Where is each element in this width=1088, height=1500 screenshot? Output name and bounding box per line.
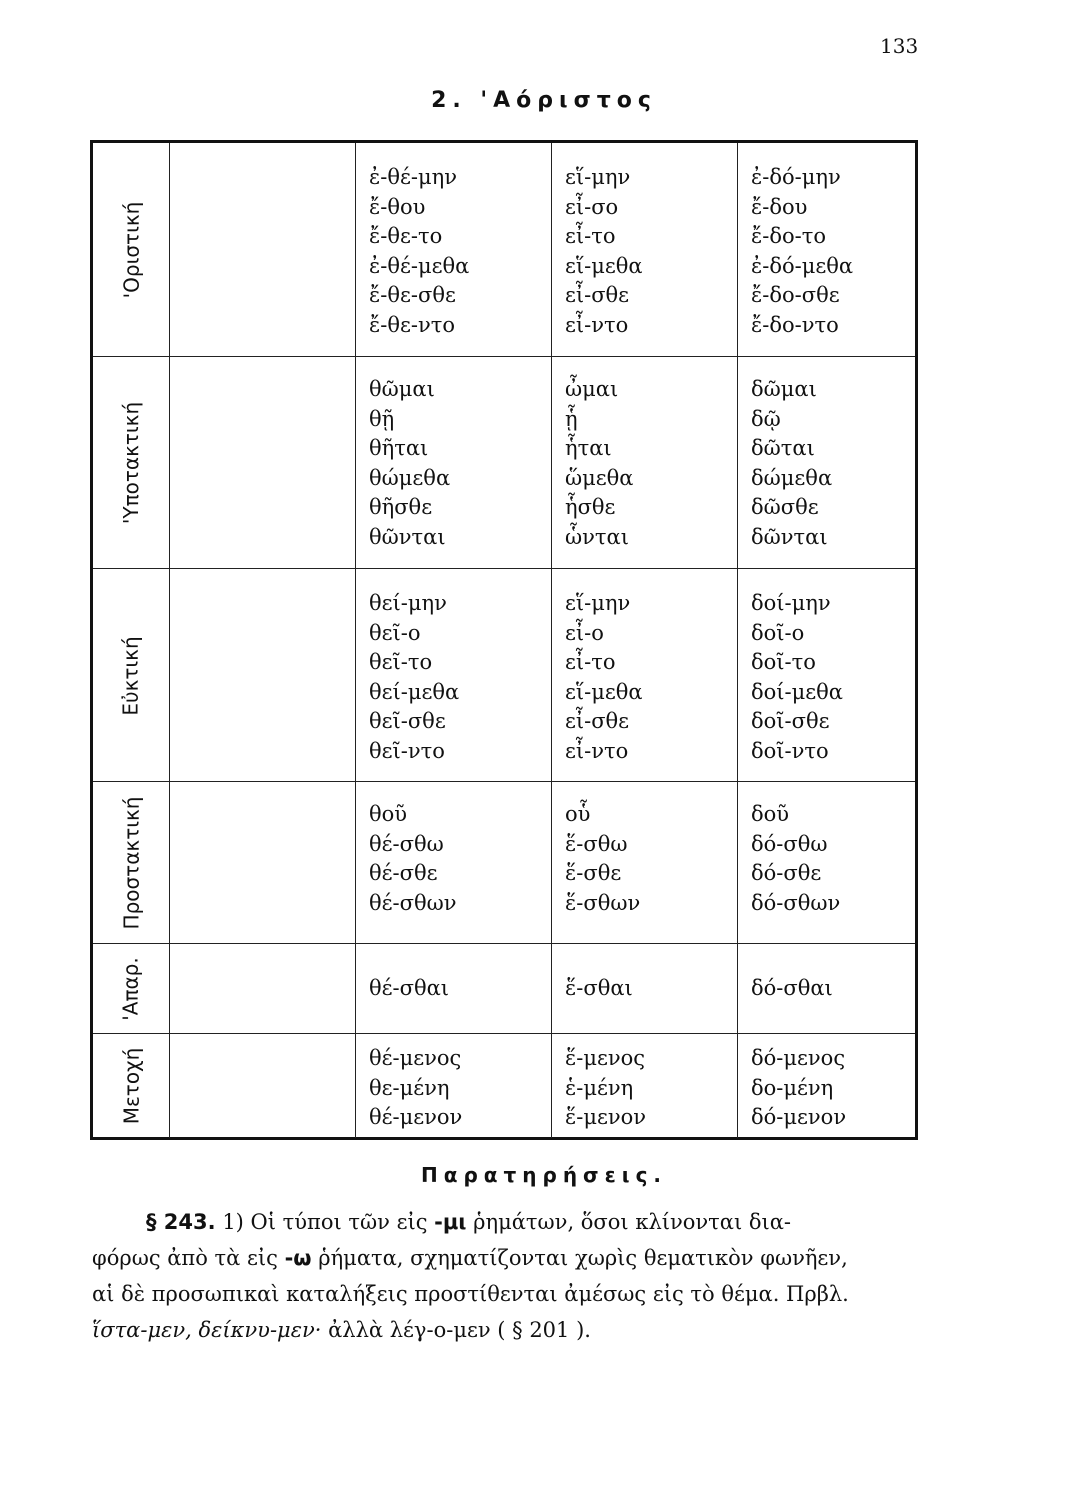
form-cell <box>355 569 552 782</box>
form-cell <box>355 357 552 569</box>
form-cell <box>737 143 918 356</box>
mood-label-cell <box>93 143 170 356</box>
form: ἐ-θέ-μην <box>369 165 457 189</box>
form: ὧνται <box>565 524 629 549</box>
form: ἕ-σθε <box>565 861 622 885</box>
form: δῶνται <box>751 524 828 549</box>
form: δοῖ-σθε <box>751 709 830 733</box>
blank-cell <box>169 944 356 1034</box>
form: θεῖ-σθε <box>369 709 446 733</box>
form: εἶ-το <box>565 224 616 248</box>
o-ending: -ω <box>284 1246 312 1270</box>
form: ᾗ <box>565 406 578 431</box>
form: εἵ-μεθα <box>565 253 643 278</box>
form: δό-μενος <box>751 1046 846 1070</box>
form-cell <box>551 143 738 356</box>
observation-paragraph <box>92 1204 922 1348</box>
form: δῶται <box>751 436 815 460</box>
example-forms: ἵστα-μεν, δείκνυ-μεν· <box>92 1318 322 1342</box>
form: εἶ-το <box>565 650 616 674</box>
text-segment: ῥημάτων, ὅσοι κλίνονται δια- <box>466 1210 792 1234</box>
form: ἐ-θέ-μεθα <box>369 253 470 278</box>
form-cell <box>737 782 918 944</box>
form: οὗ <box>565 802 591 826</box>
form: δό-μενον <box>751 1105 847 1129</box>
blank-cell <box>169 1034 356 1138</box>
form: θε-μένη <box>369 1075 450 1100</box>
form: εἶ-σθε <box>565 283 630 307</box>
form: θέ-σθων <box>369 890 457 915</box>
form-cell <box>551 1034 738 1138</box>
form: εἶ-σο <box>565 194 619 219</box>
form: θέ-μενος <box>369 1046 462 1070</box>
observations-title: Παρατηρήσεις. <box>420 1163 668 1187</box>
form: δοῦ <box>751 802 790 826</box>
form: ἕ-μενος <box>565 1046 646 1070</box>
form: ἕ-μενον <box>565 1105 647 1129</box>
form: εἵ-μην <box>565 165 631 189</box>
form: ἧσθε <box>565 495 616 519</box>
form: ἔ-θε-σθε <box>369 283 456 307</box>
text-segment: ἀλλὰ λέγ-ο-μεν ( § 201 ). <box>321 1318 591 1342</box>
form-cell <box>355 782 552 944</box>
form: θεῖ-το <box>369 650 433 674</box>
form: δῶμαι <box>751 377 817 401</box>
form-cell <box>737 944 918 1034</box>
form: εἶ-σθε <box>565 709 630 733</box>
form: θῶνται <box>369 524 446 549</box>
text-segment: ῥήματα, σχηματίζονται χωρὶς θεματικὸν φωνῆεν, <box>311 1246 848 1270</box>
form: δό-σθω <box>751 831 828 856</box>
mi-ending: -μι <box>434 1210 467 1234</box>
form: ἔ-θε-το <box>369 224 443 248</box>
mood-label-cell <box>93 782 170 944</box>
mood-label-cell <box>93 569 170 782</box>
form: δοί-μεθα <box>751 679 843 704</box>
form: δοῖ-ντο <box>751 738 829 763</box>
form: ἕ-σθω <box>565 831 628 856</box>
mood-label: Εὐκτική <box>119 635 143 716</box>
form-cell <box>551 569 738 782</box>
form: ὥμεθα <box>565 465 634 490</box>
mood-label: Προστακτική <box>119 796 143 930</box>
form: εἶ-ντο <box>565 738 629 763</box>
form: ἔ-θου <box>369 194 426 219</box>
page-number: 133 <box>880 34 919 58</box>
mood-label-cell <box>93 357 170 569</box>
section-title: 2. 'Αόριστος <box>431 88 657 113</box>
form-cell <box>355 1034 552 1138</box>
form: ἔ-δο-ντο <box>751 312 839 337</box>
table-row <box>93 356 915 569</box>
form: θῇ <box>369 406 395 431</box>
form: θεί-μεθα <box>369 679 460 704</box>
form: θοῦ <box>369 802 408 826</box>
paragraph-line <box>92 1312 922 1348</box>
form: ἑ-μένη <box>565 1075 634 1100</box>
mood-label: 'Απαρ. <box>119 957 143 1021</box>
form: εἵ-μεθα <box>565 679 643 704</box>
form: ἐ-δό-μην <box>751 165 841 189</box>
form: ἔ-δου <box>751 194 808 219</box>
form: ὦμαι <box>565 377 619 401</box>
blank-cell <box>169 569 356 782</box>
text-segment: φόρως ἀπὸ τὰ εἰς <box>92 1246 285 1270</box>
mood-label: 'Υποτακτική <box>119 401 143 525</box>
form: δῶσθε <box>751 495 819 519</box>
form-cell <box>737 1034 918 1138</box>
table-row <box>93 1033 915 1138</box>
paragraph-line <box>92 1240 922 1276</box>
form-cell <box>737 569 918 782</box>
form: ἔ-δο-σθε <box>751 283 840 307</box>
blank-cell <box>169 357 356 569</box>
form-cell <box>737 357 918 569</box>
form: θῆται <box>369 436 429 460</box>
mood-label-cell <box>93 944 170 1034</box>
form: δό-σθαι <box>751 976 833 1000</box>
text-segment: 1) Οἱ τύποι τῶν εἰς <box>222 1210 435 1234</box>
form: εἶ-ντο <box>565 312 629 337</box>
form: δώμεθα <box>751 465 833 490</box>
paragraph-number: § 243. <box>146 1210 216 1234</box>
form: θέ-σθε <box>369 861 438 885</box>
form: δῷ <box>751 406 781 431</box>
conjugation-table <box>90 140 918 1140</box>
blank-cell <box>169 782 356 944</box>
form: ἐ-δό-μεθα <box>751 253 854 278</box>
form: εἵ-μην <box>565 591 631 615</box>
form: δοῖ-ο <box>751 620 805 645</box>
mood-label-cell <box>93 1034 170 1138</box>
form: θῶμαι <box>369 377 435 401</box>
form: δοῖ-το <box>751 650 816 674</box>
form: θεῖ-ντο <box>369 738 445 763</box>
form: ἕ-σθαι <box>565 976 633 1000</box>
form: δο-μένη <box>751 1075 834 1100</box>
form: θώμεθα <box>369 465 451 490</box>
blank-cell <box>169 143 356 356</box>
form: ἕ-σθων <box>565 890 641 915</box>
form-cell <box>355 143 552 356</box>
form: θεῖ-ο <box>369 620 421 645</box>
form: θεί-μην <box>369 591 447 615</box>
form: εἶ-ο <box>565 620 604 645</box>
form: δοί-μην <box>751 591 831 615</box>
table-row <box>93 781 915 944</box>
form: δό-σθων <box>751 890 841 915</box>
form: ἔ-δο-το <box>751 224 827 248</box>
form-cell <box>551 357 738 569</box>
form: θέ-μενον <box>369 1105 463 1129</box>
mood-label: Μετοχή <box>119 1047 144 1125</box>
form: δό-σθε <box>751 861 822 885</box>
table-row <box>93 943 915 1034</box>
paragraph-line: αἱ δὲ προσωπικαὶ καταλήξεις προστίθενται ἀμέσως εἰς τὸ θέμα. Πρβλ. <box>92 1282 849 1306</box>
form: θῆσθε <box>369 495 433 519</box>
form: θέ-σθαι <box>369 976 450 1000</box>
form-cell <box>551 782 738 944</box>
form-cell <box>551 944 738 1034</box>
form-cell <box>355 944 552 1034</box>
table-row <box>93 143 915 356</box>
form: ἧται <box>565 436 612 460</box>
paragraph-line <box>92 1204 922 1240</box>
form: θέ-σθω <box>369 831 444 856</box>
form: ἔ-θε-ντο <box>369 312 456 337</box>
mood-label: 'Οριστική <box>119 201 143 298</box>
table-row <box>93 568 915 782</box>
